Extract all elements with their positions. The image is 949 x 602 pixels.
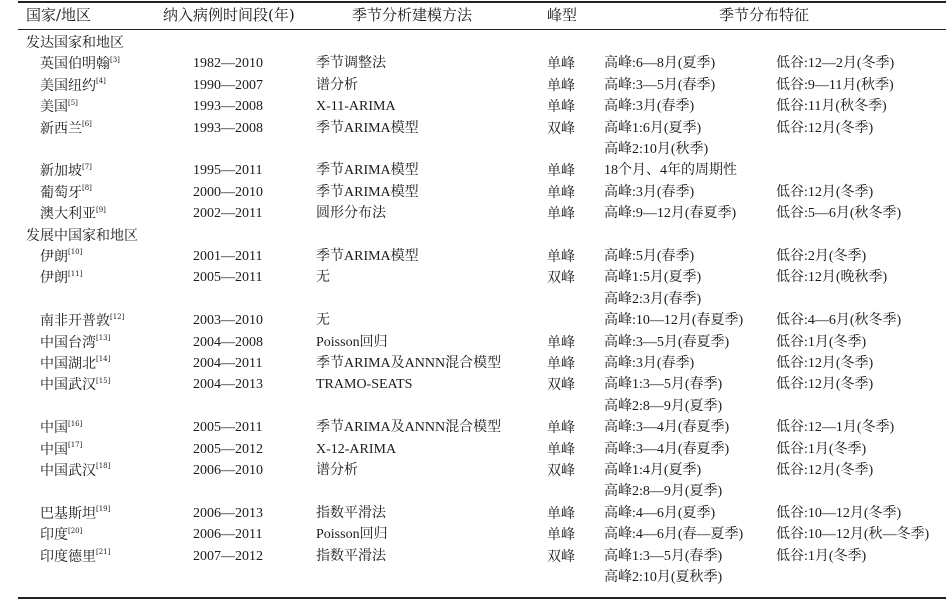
cell-trough: 低谷:2月(冬季): [776, 249, 867, 264]
cell-peak: 高峰:10—12月(春夏季): [604, 313, 744, 329]
reference-citation: [13]: [96, 333, 111, 342]
cell-region: [40, 548, 110, 566]
cell-peak: 高峰:3—4月(春夏季): [604, 441, 730, 457]
cell-region: [40, 184, 92, 202]
cell-trough: 低谷:12月(冬季): [776, 120, 874, 136]
cell-method: 季节调整法: [316, 56, 386, 72]
cell-peak: 高峰:4—6月(夏季): [604, 505, 716, 521]
cell-peak: 高峰:3月(春季): [604, 99, 695, 115]
region-name: 中国武汉: [40, 463, 96, 479]
reference-citation: [11]: [68, 269, 83, 278]
cell-method: Poisson回归: [316, 527, 388, 543]
region-name: 中国台湾: [40, 334, 96, 351]
cell-peak-type: 双峰: [547, 270, 575, 287]
cell-trough: 低谷:12—2月(冬季): [776, 56, 895, 72]
reference-citation: [17]: [68, 440, 83, 449]
cell-peak: 高峰2:10月(秋季): [604, 142, 709, 157]
cell-method: 无: [316, 270, 330, 286]
region-name: 葡萄牙: [40, 184, 82, 201]
reference-citation: [3]: [110, 55, 120, 64]
cell-period: 2005—2011: [193, 270, 263, 286]
header-period: 纳入病例时间段(年): [163, 6, 295, 24]
cell-period: 2004—2008: [193, 334, 263, 350]
reference-citation: [4]: [96, 77, 106, 86]
cell-period: 2006—2010: [193, 463, 263, 478]
reference-citation: [12]: [110, 312, 125, 321]
cell-peak: 高峰2:8—9月(夏季): [604, 398, 723, 414]
cell-period: 1990—2007: [193, 77, 263, 93]
reference-citation: [8]: [82, 184, 92, 193]
cell-method: 季节ARIMA模型: [316, 249, 419, 264]
cell-peak-type: 单峰: [547, 99, 575, 116]
cell-trough: 低谷:12—1月(冬季): [776, 420, 895, 436]
cell-region: [40, 248, 82, 266]
cell-peak-type: 单峰: [547, 163, 575, 180]
cell-period: 2004—2013: [193, 377, 263, 393]
region-name: 伊朗: [40, 270, 68, 287]
reference-citation: [16]: [68, 419, 83, 428]
region-name: 中国湖北: [40, 356, 96, 372]
cell-trough: 低谷:4—6月(秋冬季): [776, 313, 902, 329]
region-name: 印度: [40, 527, 68, 544]
cell-peak: 高峰:3月(春季): [604, 356, 695, 371]
header-peak-type: 峰型: [547, 6, 578, 24]
cell-peak-type: 双峰: [547, 463, 575, 479]
reference-citation: [5]: [68, 98, 78, 107]
cell-region: [40, 419, 82, 437]
cell-method: 季节ARIMA及ANNN混合模型: [316, 356, 502, 371]
cell-period: 2005—2012: [193, 441, 263, 457]
cell-method: 指数平滑法: [316, 505, 386, 521]
cell-peak: 高峰2:10月(夏秋季): [604, 570, 723, 585]
cell-peak-type: 双峰: [547, 377, 575, 394]
region-name: 巴基斯坦: [40, 505, 96, 522]
cell-trough: 低谷:1月(冬季): [776, 334, 867, 350]
cell-peak-type: 单峰: [547, 249, 575, 265]
cell-trough: 低谷:12月(冬季): [776, 463, 874, 478]
cell-peak-type: 单峰: [547, 420, 575, 437]
region-name: 南非开普敦: [40, 313, 110, 330]
cell-method: 季节ARIMA模型: [316, 163, 419, 179]
cell-trough: 低谷:10—12月(冬季): [776, 505, 902, 521]
region-name: 英国伯明翰: [40, 56, 110, 73]
cell-peak: 高峰:3—4月(春夏季): [604, 420, 730, 436]
cell-peak: 高峰1:5月(夏季): [604, 270, 702, 286]
cell-peak: 高峰:6—8月(夏季): [604, 56, 716, 72]
cell-trough: 低谷:10—12月(秋—冬季): [776, 527, 930, 543]
cell-trough: 低谷:12月(冬季): [776, 184, 874, 200]
cell-period: 2006—2013: [193, 505, 263, 521]
region-name: 伊朗: [40, 249, 68, 265]
cell-trough: 低谷:11月(秋冬季): [776, 99, 887, 115]
cell-period: 2007—2012: [193, 548, 263, 564]
cell-method: TRAMO-SEATS: [316, 377, 413, 393]
header-region: 国家/地区: [26, 6, 92, 24]
reference-citation: [19]: [96, 505, 111, 514]
region-name: 新西兰: [40, 120, 82, 137]
cell-peak: 高峰:3—5月(春夏季): [604, 334, 730, 350]
cell-peak: 高峰1:3—5月(春季): [604, 548, 723, 564]
cell-period: 1993—2008: [193, 120, 263, 136]
cell-region: [40, 77, 106, 95]
cell-period: 1982—2010: [193, 56, 263, 72]
cell-peak: 高峰:5月(春季): [604, 249, 695, 264]
cell-peak-type: 双峰: [547, 548, 575, 565]
cell-peak: 高峰:3—5月(春季): [604, 77, 716, 93]
group-label: 发达国家和地区: [26, 35, 124, 51]
cell-region: [40, 312, 124, 330]
cell-method: 季节ARIMA模型: [316, 120, 419, 136]
region-name: 中国: [40, 420, 68, 437]
table-bottom-rule: [18, 597, 946, 599]
reference-citation: [6]: [82, 119, 92, 128]
reference-citation: [21]: [96, 547, 111, 556]
cell-peak-type: 单峰: [547, 206, 575, 223]
region-name: 美国: [40, 99, 68, 116]
cell-period: 2004—2011: [193, 356, 263, 371]
cell-method: 谱分析: [316, 463, 358, 478]
cell-peak-type: 单峰: [547, 356, 575, 372]
cell-region: [40, 505, 110, 523]
cell-method: 圆形分布法: [316, 206, 386, 222]
cell-peak: 高峰1:4月(夏季): [604, 463, 702, 478]
cell-period: 1995—2011: [193, 163, 263, 179]
cell-period: 2003—2010: [193, 313, 263, 329]
cell-period: 1993—2008: [193, 99, 263, 115]
cell-peak: 高峰:4—6月(春—夏季): [604, 527, 744, 543]
cell-trough: 低谷:9—11月(秋季): [776, 77, 894, 93]
region-name: 美国纽约: [40, 77, 96, 94]
reference-citation: [15]: [96, 376, 111, 385]
cell-region: [40, 55, 120, 73]
region-name: 印度德里: [40, 548, 96, 565]
cell-peak: 高峰:3月(春季): [604, 184, 695, 200]
cell-region: [40, 205, 106, 223]
cell-peak-type: 双峰: [547, 120, 575, 137]
cell-peak: 高峰2:3月(春季): [604, 291, 702, 307]
cell-region: [40, 120, 92, 138]
cell-peak-type: 单峰: [547, 441, 575, 458]
cell-peak-type: 单峰: [547, 527, 575, 544]
cell-method: 指数平滑法: [316, 548, 386, 564]
cell-trough: 低谷:5—6月(秋冬季): [776, 206, 902, 222]
header-features: 季节分布特征: [719, 6, 810, 24]
cell-region: [40, 441, 82, 459]
reference-citation: [18]: [96, 462, 111, 471]
region-name: 中国武汉: [40, 377, 96, 394]
cell-peak-type: 单峰: [547, 56, 575, 73]
cell-method: 季节ARIMA及ANNN混合模型: [316, 420, 502, 436]
cell-method: 季节ARIMA模型: [316, 184, 419, 200]
region-name: 中国: [40, 441, 68, 458]
cell-method: Poisson回归: [316, 334, 388, 350]
cell-peak-type: 单峰: [547, 184, 575, 201]
cell-trough: 低谷:12月(冬季): [776, 356, 874, 371]
header-method: 季节分析建模方法: [352, 6, 473, 24]
cell-region: [40, 462, 110, 480]
cell-trough: 低谷:1月(冬季): [776, 548, 867, 564]
reference-citation: [14]: [96, 355, 111, 364]
table-header-rule: [18, 29, 946, 30]
cell-peak: 高峰1:6月(夏季): [604, 120, 702, 136]
cell-method: 无: [316, 313, 330, 329]
cell-region: [40, 355, 110, 373]
cell-peak-type: 单峰: [547, 505, 575, 522]
cell-peak-type: 单峰: [547, 77, 575, 94]
region-name: 新加坡: [40, 163, 82, 180]
cell-method: X-12-ARIMA: [316, 441, 397, 457]
cell-period: 2005—2011: [193, 420, 263, 436]
cell-peak: 高峰2:8—9月(夏季): [604, 484, 723, 500]
cell-peak: 18个月、4年的周期性: [604, 163, 737, 179]
region-name: 澳大利亚: [40, 206, 96, 223]
cell-period: 2002—2011: [193, 206, 263, 222]
cell-trough: 低谷:12月(冬季): [776, 377, 874, 393]
cell-period: 2001—2011: [193, 249, 263, 264]
cell-trough: 低谷:12月(晚秋季): [776, 270, 888, 286]
reference-citation: [7]: [82, 162, 92, 171]
cell-region: [40, 526, 82, 544]
cell-period: 2006—2011: [193, 527, 263, 543]
cell-region: [40, 162, 92, 180]
cell-peak-type: 单峰: [547, 334, 575, 351]
cell-region: [40, 334, 110, 352]
table-top-rule: [18, 1, 946, 3]
reference-citation: [10]: [68, 248, 83, 257]
reference-citation: [20]: [68, 526, 83, 535]
cell-period: 2000—2010: [193, 184, 263, 200]
cell-region: [40, 376, 110, 394]
cell-trough: 低谷:1月(冬季): [776, 441, 867, 457]
cell-region: [40, 269, 82, 287]
group-label: 发展中国家和地区: [26, 227, 138, 244]
reference-citation: [9]: [96, 205, 106, 214]
cell-method: X-11-ARIMA: [316, 99, 396, 115]
cell-peak: 高峰:9—12月(春夏季): [604, 206, 737, 222]
cell-region: [40, 98, 78, 116]
cell-method: 谱分析: [316, 77, 358, 93]
cell-peak: 高峰1:3—5月(春季): [604, 377, 723, 393]
